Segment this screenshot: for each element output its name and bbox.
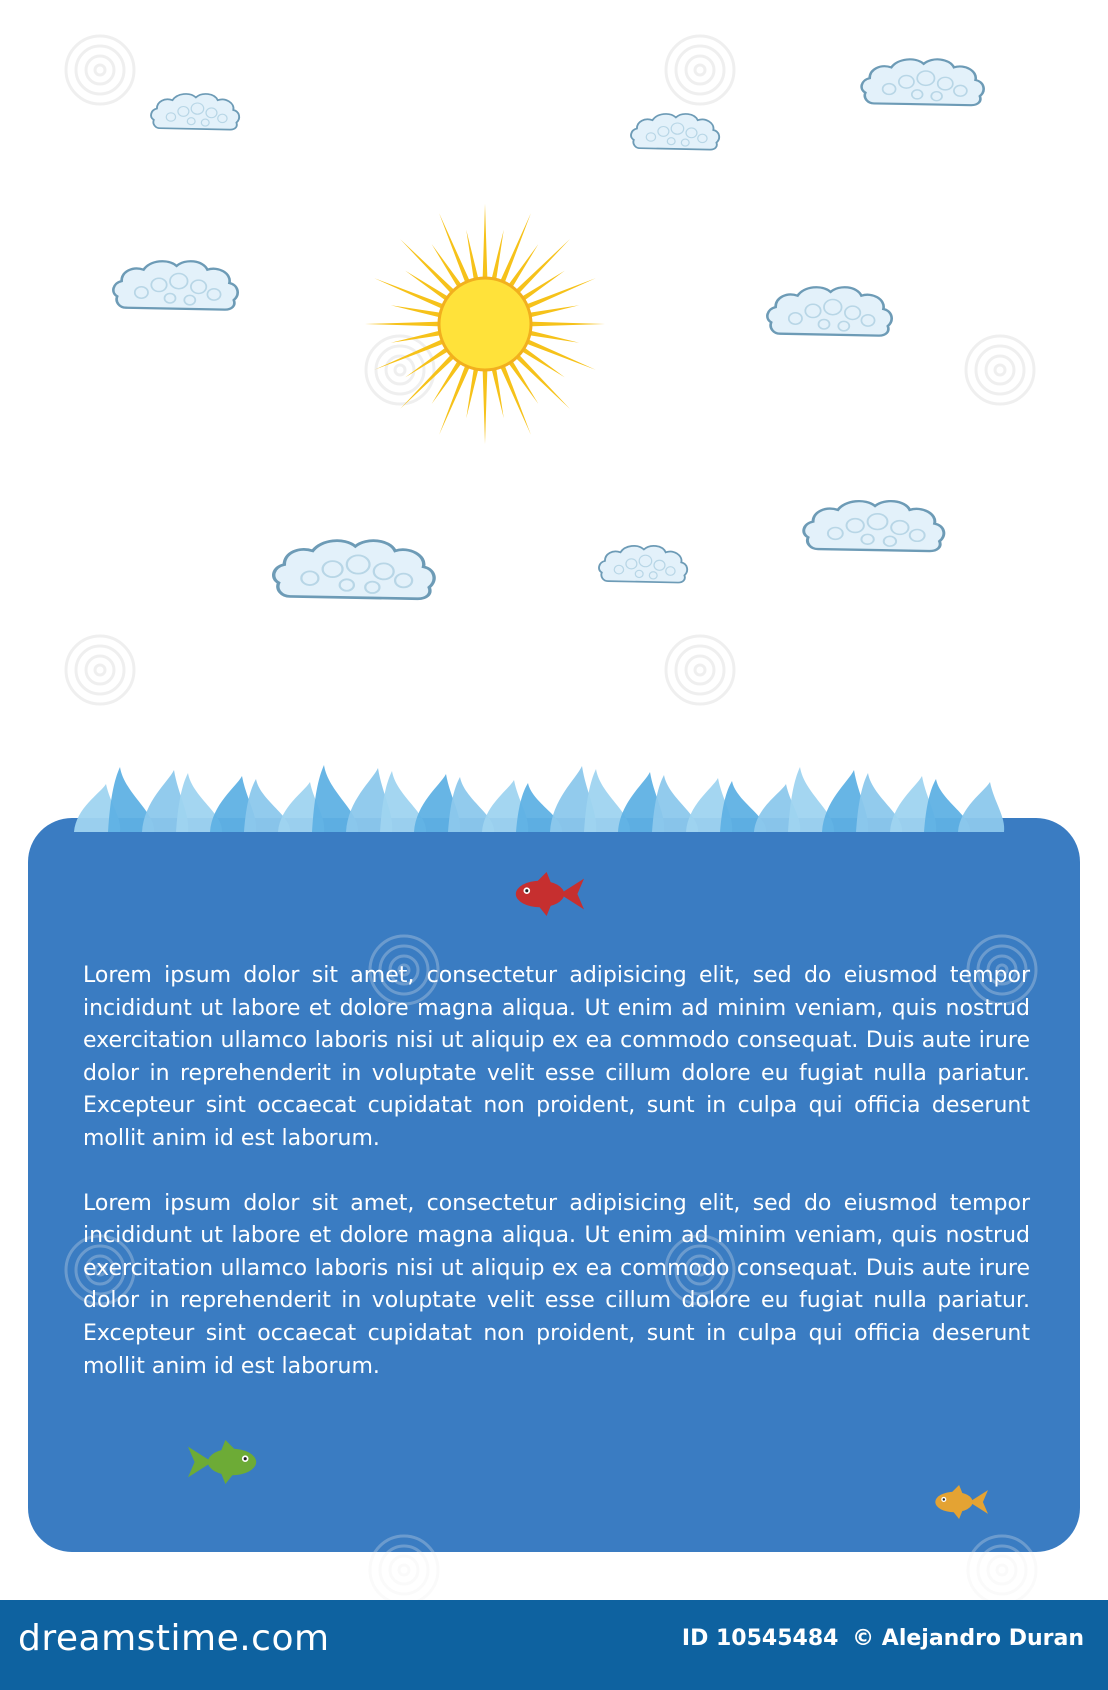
cloud-icon — [862, 59, 984, 105]
cloud-icon — [113, 261, 237, 309]
wave-crests — [74, 765, 1004, 832]
watermark-swirls-sky — [66, 36, 1034, 704]
cloud-icon — [631, 114, 719, 150]
author-credit: © Alejandro Duran — [852, 1626, 1084, 1651]
watermark-footer — [0, 1600, 1108, 1690]
image-credit — [676, 1626, 1084, 1651]
cloud-icon — [274, 541, 434, 599]
paragraph-1: Lorem ipsum dolor sit amet, consectetur adipisicing elit, sed do eiusmod tempor incididunt ut labore et dolore magna aliqua. Ut enim ad minim veniam, quis nostrud exercitation ullamco laboris nisi ut aliquip ex ea commodo consequat. Duis aute irure dolor in reprehenderit in voluptate velit esse cillum dolore eu fugiat nulla pariatur. Excepteur sint occaecat cupidatat non proident, sunt in culpa qui officia deserunt mollit anim id est laborum. — [83, 963, 1030, 1151]
text-block — [83, 960, 1030, 1415]
sun-icon — [365, 204, 605, 444]
cloud-icon — [804, 501, 944, 551]
cloud-icon — [151, 94, 239, 130]
cloud-icon — [599, 546, 687, 583]
image-id: ID 10545484 — [681, 1626, 839, 1651]
cloud-icon — [767, 287, 891, 335]
paragraph-2: Lorem ipsum dolor sit amet, consectetur adipisicing elit, sed do eiusmod tempor incididunt ut labore et dolore magna aliqua. Ut enim ad minim veniam, quis nostrud exercitation ullamco laboris nisi ut aliquip ex ea commodo consequat. Duis aute irure dolor in reprehenderit in voluptate velit esse cillum dolore eu fugiat nulla pariatur. Excepteur sint occaecat cupidatat non proident, sunt in culpa qui officia deserunt mollit anim id est laborum. — [83, 1190, 1030, 1379]
watermark-brand: dreamstime.com — [18, 1618, 330, 1659]
